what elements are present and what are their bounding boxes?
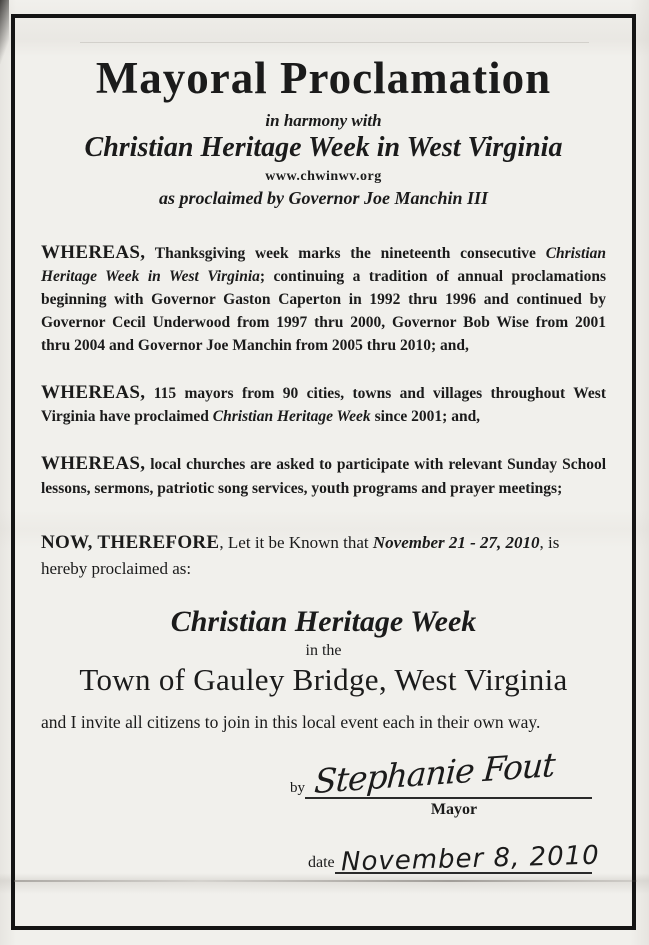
whereas-tail: since 2001; and,: [370, 408, 481, 426]
in-the-line: in the: [305, 642, 342, 660]
date-row: [290, 834, 600, 878]
proclamation-title: Mayoral Proclamation: [95, 53, 552, 103]
whereas-tail: ; continuing a tradition of annual proclamations beginning with Governor Gaston Caperton in 1992 thru 1996 and continued by Governor Cecil Underwood from 1997 thru 2000, Governor Bob Wise from 2001 thru 2004 and Governor Joe Manchin from 2005 thru 2010; and,: [41, 268, 606, 354]
town-line: Town of Gauley Bridge, West Virginia: [79, 662, 568, 698]
website-line: www.chwinwv.org: [265, 168, 382, 184]
scan-corner-artifact: [0, 0, 9, 64]
signature-row: [290, 739, 592, 802]
signature-line: [305, 739, 592, 802]
proclaimed-date-range: November 21 - 27, 2010: [372, 532, 540, 552]
mayor-signature-handwriting: Stephanie Fout: [313, 745, 556, 802]
harmony-line: in harmony with: [265, 110, 382, 130]
week-title: Christian Heritage Week: [170, 605, 477, 639]
by-label: by: [290, 780, 305, 797]
whereas-text: Thanksgiving week marks the nineteenth consecutive: [145, 244, 546, 262]
whereas-lead: WHEREAS,: [41, 241, 146, 263]
therefore-text: , Let it be Known that: [219, 532, 373, 552]
whereas-section: [41, 239, 606, 581]
whereas-text: local churches are asked to participate with relevant Sunday School lessons, sermons, patriotic song services, youth programs and prayer meetings;: [41, 456, 606, 498]
whereas-lead: WHEREAS,: [41, 381, 146, 403]
whereas-paragraph-2: [41, 379, 606, 430]
whereas-text: 115 mayors from 90 cities, towns and villages throughout West Virginia have proclaimed: [41, 384, 606, 426]
therefore-tail: , is hereby proclaimed as:: [41, 532, 560, 578]
date-line: [335, 834, 600, 878]
therefore-paragraph: [41, 530, 606, 580]
signature-block: [290, 739, 600, 878]
date-label: date: [308, 854, 335, 872]
whereas-italic-phrase: Christian Heritage Week in West Virginia: [41, 244, 606, 286]
whereas-paragraph-1: [41, 239, 606, 358]
whereas-paragraph-3: [41, 450, 606, 501]
document-content: [15, 18, 632, 926]
whereas-lead: WHEREAS,: [41, 453, 146, 475]
invite-line: and I invite all citizens to join in this local event each in their own way.: [41, 712, 541, 733]
governor-line: as proclaimed by Governor Joe Manchin III: [158, 187, 488, 208]
document-frame: [11, 14, 636, 930]
date-handwriting: November 8, 2010: [340, 840, 600, 878]
paper-crease-bottom: [14, 880, 637, 882]
mayor-label: Mayor: [430, 801, 478, 819]
heritage-week-line: Christian Heritage Week in West Virginia: [84, 131, 563, 163]
whereas-italic-phrase: Christian Heritage Week: [212, 408, 371, 426]
therefore-lead: NOW, THEREFORE: [41, 531, 220, 553]
